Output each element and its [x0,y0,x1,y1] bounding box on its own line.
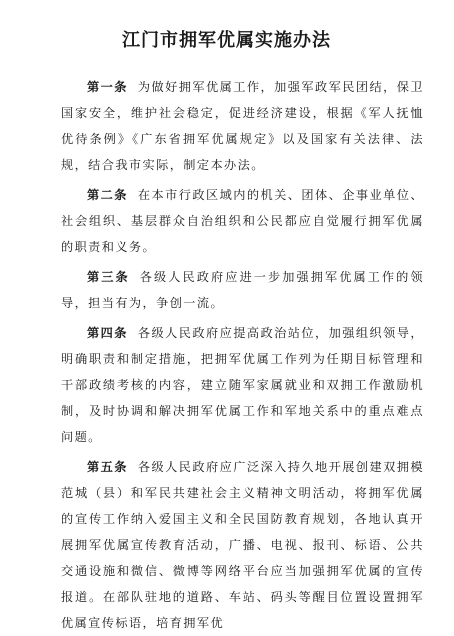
article-text: 在本市行政区域内的机关、团体、企事业单位、社会组织、基层群众自治组织和公民都应自觉履行拥军优属的职责和义务。 [61,188,425,254]
article-1 [61,74,424,178]
article-label: 第五条 [87,460,128,474]
article-label: 第四条 [87,326,128,340]
article-text: 各级人民政府应广泛深入持久地开展创建双拥模范城（县）和军民共建社会主义精神文明活动，将拥军优属的宣传工作纳入爱国主义和全民国防教育规划，各地认真开展拥军优属宣传教育活动，广播、电视、报刊、标语、公共交通设施和微信、微博等网络平台应当加强拥军优属的宣传报道。在部队驻地的道路、车站、码头等醒目位置设置拥军优属宣传标语，培育拥军优 [61,460,425,630]
article-label: 第一条 [87,80,128,94]
article-text: 各级人民政府应进一步加强拥军优属工作的领导，担当有为，争创一流。 [61,270,425,310]
article-5 [61,454,424,636]
article-label: 第二条 [87,188,128,202]
article-2 [61,182,424,260]
article-text: 为做好拥军优属工作，加强军政军民团结，保卫国家安全，维护社会稳定，促进经济建设，根据《军人抚恤优待条例》《广东省拥军优属规定》以及国家有关法律、法规，结合我市实际，制定本办法。 [61,80,425,172]
article-3 [61,264,424,316]
article-label: 第三条 [87,270,130,284]
document-title: 江门市拥军优属实施办法 [122,30,331,51]
article-4 [61,320,424,450]
article-text: 各级人民政府应提高政治站位，加强组织领导，明确职责和制定措施，把拥军优属工作列为任期目标管理和干部政绩考核的内容，建立随军家属就业和双拥工作激励机制，及时协调和解决拥军优属工作和军地关系中的重点难点问题。 [61,326,425,444]
